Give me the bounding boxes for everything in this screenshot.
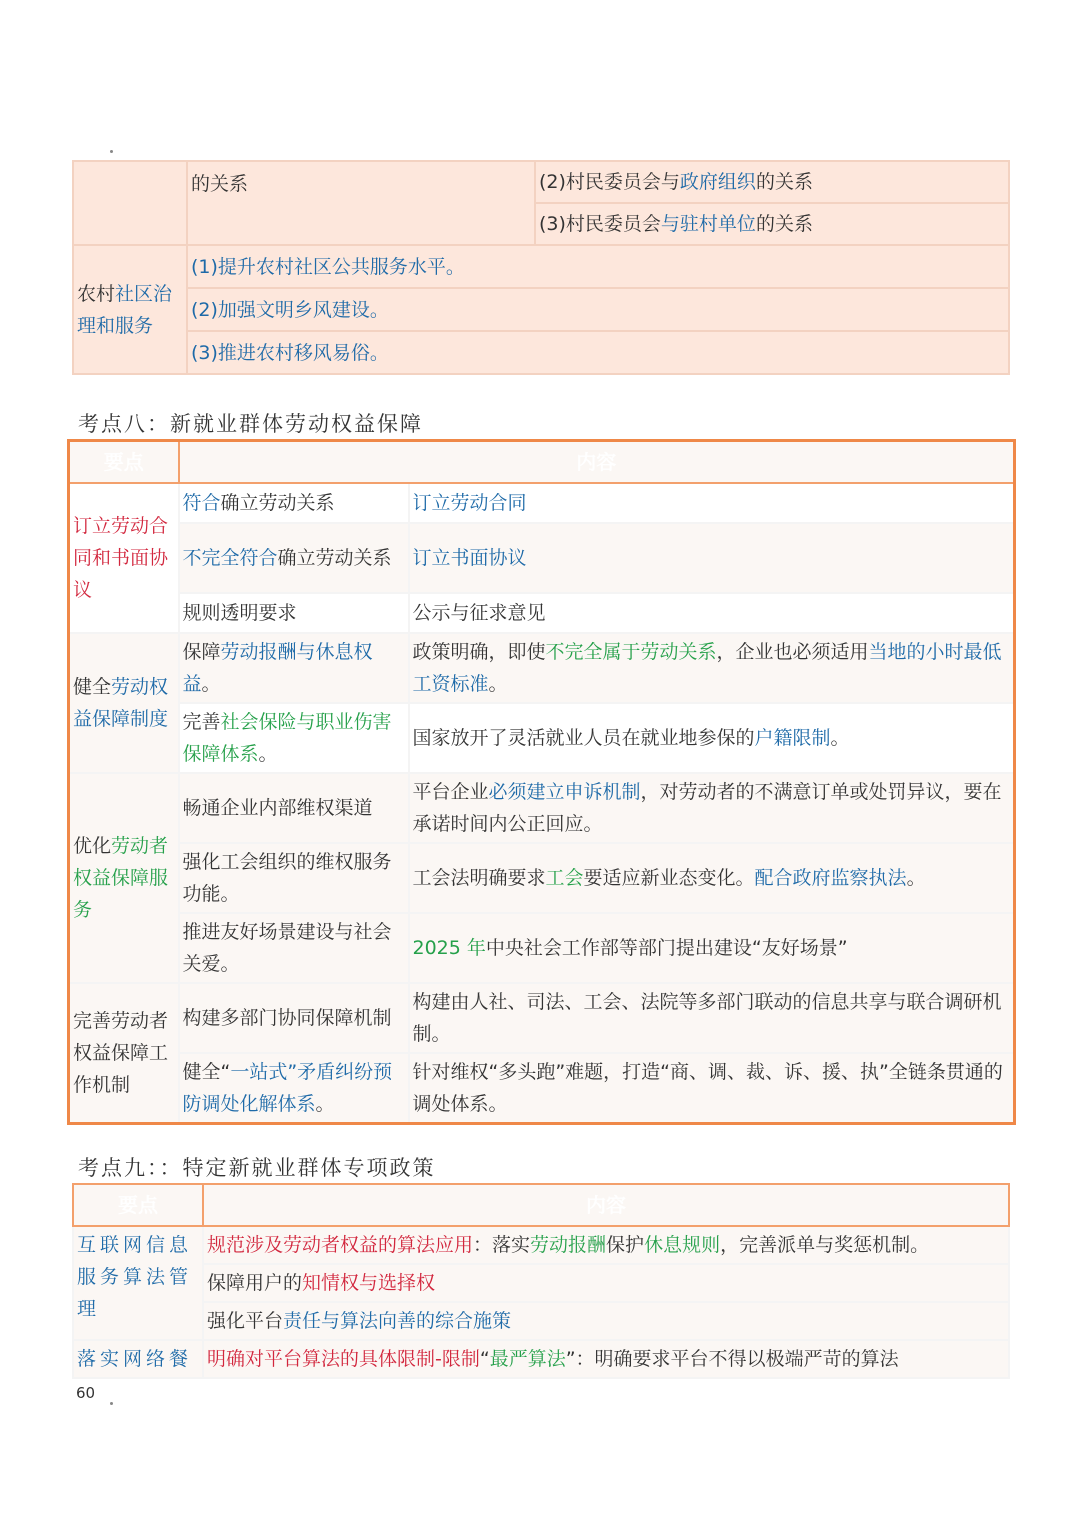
header-content: 内容 [179,441,1015,484]
section-title: 考点八：新就业群体劳动权益保障 [78,412,423,436]
table-cell: 健全“一站式”矛盾纠纷预防调处化解体系。 [179,1053,409,1124]
table-cell: (2)村民委员会与政府组织的关系 [535,161,1009,203]
table-section8 [67,439,1016,1125]
table-cell: 平台企业必须建立申诉机制，对劳动者的不满意订单或处罚异议，要在承诺时间内公正回应。 [409,773,1015,843]
table-cell: 公示与征求意见 [409,593,1015,633]
table-cell: 符合确立劳动关系 [179,483,409,523]
table-cell: 强化平台责任与算法向善的综合施策 [203,1302,1009,1340]
table-cell: 畅通企业内部维权渠道 [179,773,409,843]
key-point-cell: 互联网信息服务算法管理 [73,1226,203,1340]
list-item: (3)推进农村移风易俗。 [187,331,1009,374]
table-cell-empty [73,161,187,245]
table-cell: 构建多部门协同保障机制 [179,983,409,1053]
table-cell [187,161,535,245]
list-item: (1)提升农村社区公共服务水平。 [187,245,1009,288]
table-cell: 明确对平台算法的具体限制-限制“最严算法”：明确要求平台不得以极端严苛的算法 [203,1340,1009,1378]
decorative-dot [110,1402,113,1405]
table-cell: 工会法明确要求工会要适应新业态变化。配合政府监察执法。 [409,843,1015,913]
key-point-cell: 优化劳动者权益保障服务 [69,773,179,983]
table-cell: 保障用户的知情权与选择权 [203,1264,1009,1302]
key-point-cell: 落实网络餐 [73,1340,203,1378]
table-cell: 构建由人社、司法、工会、法院等多部门联动的信息共享与联合调研机制。 [409,983,1015,1053]
key-point-cell: 健全劳动权益保障制度 [69,633,179,773]
header-content: 内容 [203,1184,1009,1226]
header-key: 要点 [73,1184,203,1226]
table-cell: 针对维权“多头跑”难题，打造“商、调、裁、诉、援、执”全链条贯通的调处体系。 [409,1053,1015,1124]
table-section9 [72,1183,1010,1379]
table-cell: 政策明确，即使不完全属于劳动关系，企业也必须适用当地的小时最低工资标准。 [409,633,1015,703]
table-cell: 2025 年中央社会工作部等部门提出建设“友好场景” [409,913,1015,983]
section-title: 考点九：：特定新就业群体专项政策 [78,1156,436,1180]
table-cell: 订立劳动合同 [409,483,1015,523]
list-item: (2)加强文明乡风建设。 [187,288,1009,331]
header-key: 要点 [69,441,179,484]
decorative-dot [110,150,113,153]
table-cell: 不完全符合确立劳动关系 [179,523,409,593]
table-cell: 保障劳动报酬与休息权益。 [179,633,409,703]
relation-text: 的关系 [191,173,249,195]
table-cell: 推进友好场景建设与社会关爱。 [179,913,409,983]
page-number: 60 [76,1384,96,1402]
table-cell: 强化工会组织的维权服务功能。 [179,843,409,913]
table-cell: 规范涉及劳动者权益的算法应用：落实劳动报酬保护休息规则，完善派单与奖惩机制。 [203,1226,1009,1264]
key-point-cell: 农村社区治理和服务 [73,245,187,374]
key-point-cell: 完善劳动者权益保障工作机制 [69,983,179,1124]
table-cell: 规则透明要求 [179,593,409,633]
table-rural-community [72,160,1010,375]
table-cell: 国家放开了灵活就业人员在就业地参保的户籍限制。 [409,703,1015,773]
table-cell: 订立书面协议 [409,523,1015,593]
key-point-cell: 订立劳动合同和书面协议 [69,483,179,633]
table-cell: 完善社会保险与职业伤害保障体系。 [179,703,409,773]
table-cell: (3)村民委员会与驻村单位的关系 [535,203,1009,245]
